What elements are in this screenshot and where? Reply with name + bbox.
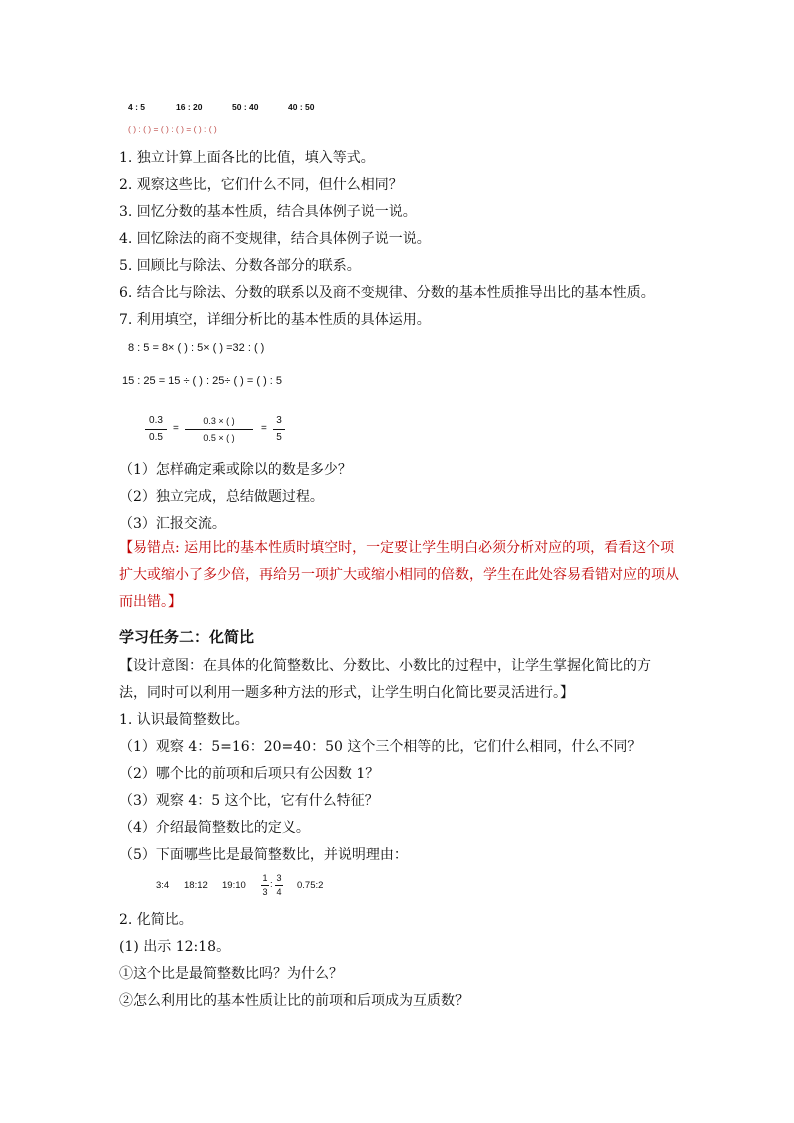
example-ratio-19-10: 19:10 — [222, 880, 246, 891]
subitem-3: （3）观察 4：5 这个比，它有什么特征？ — [119, 793, 379, 809]
fraction-bar — [185, 429, 253, 430]
example-fraction-one-third — [261, 873, 269, 898]
subitem-1: （1）观察 4：5=16：20=40：50 这个三个相等的比，它们什么相同，什么不同？ — [119, 739, 642, 755]
step-4: 4. 回忆除法的商不变规律，结合具体例子说一说。 — [119, 231, 431, 247]
equals-sign-2: = — [261, 423, 267, 434]
fraction-middle-denominator: 0.5 × ( ) — [203, 433, 235, 443]
error-note-line-1: 【易错点: 运用比的基本性质时填空时，一定要让学生明白必须分析对应的项，看看这个项 — [119, 540, 675, 556]
ratio-blanks-equation: ( ) : ( ) = ( ) : ( ) = ( ) : ( ) — [128, 124, 217, 134]
fraction-middle — [185, 414, 253, 445]
fraction-bar — [275, 885, 283, 886]
ratio-50-40: 50 : 40 — [232, 102, 259, 112]
step-2: 2. 观察这些比，它们什么不同，但什么相同？ — [119, 177, 403, 193]
fraction-bar — [261, 885, 269, 886]
example-ratio-3-4: 3:4 — [156, 880, 170, 891]
example-fraction-three-fourths — [275, 873, 283, 898]
step-5: 5. 回顾比与除法、分数各部分的联系。 — [119, 258, 361, 274]
step-3: 3. 回忆分数的基本性质，结合具体例子说一说。 — [119, 204, 417, 220]
circled-question-2: ②怎么利用比的基本性质让比的前项和后项成为互质数？ — [119, 993, 469, 1009]
fraction-numerator: 3 — [276, 873, 282, 883]
circled-question-1: ①这个比是最简整数比吗？为什么？ — [119, 966, 343, 982]
subitem-4: （4）介绍最简整数比的定义。 — [119, 820, 310, 836]
question-3: （3）汇报交流。 — [119, 516, 226, 532]
task2-item-2-1: (1) 出示 12:18。 — [119, 939, 231, 955]
formula-fill-multiply: 8 : 5 = 8× ( ) : 5× ( ) =32 : ( ) — [128, 342, 265, 354]
ratio-16-20: 16 : 20 — [176, 102, 203, 112]
fraction-left-numerator: 0.3 — [149, 415, 163, 426]
error-note-line-3: 而出错。】 — [119, 594, 182, 610]
task2-item-2: 2. 化简比。 — [119, 912, 193, 928]
fraction-right — [273, 414, 285, 445]
task2-heading: 学习任务二：化简比 — [119, 628, 255, 646]
task2-item-1: 1. 认识最简整数比。 — [119, 712, 249, 728]
subitem-2: （2）哪个比的前项和后项只有公因数 1？ — [119, 766, 380, 782]
step-1: 1. 独立计算上面各比的比值，填入等式。 — [119, 150, 375, 166]
ratio-4-5: 4 : 5 — [128, 102, 146, 112]
fraction-denominator: 3 — [262, 887, 268, 897]
fraction-right-denominator: 5 — [276, 432, 282, 443]
formula-fill-divide: 15 : 25 = 15 ÷ ( ) : 25÷ ( ) = ( ) : 5 — [122, 375, 283, 387]
fraction-denominator: 4 — [276, 887, 282, 897]
subitem-5: （5）下面哪些比是最简整数比，并说明理由： — [119, 847, 408, 863]
question-1: （1）怎样确定乘或除以的数是多少？ — [119, 462, 352, 478]
example-ratio-0-75-2: 0.75:2 — [297, 880, 324, 891]
step-6: 6. 结合比与除法、分数的联系以及商不变规律、分数的基本性质推导出比的基本性质。 — [119, 285, 655, 301]
question-2: （2）独立完成，总结做题过程。 — [119, 489, 324, 505]
error-note-line-2: 扩大或缩小了多少倍，再给另一项扩大或缩小相同的倍数，学生在此处容易看错对应的项从 — [119, 567, 679, 583]
fraction-middle-numerator: 0.3 × ( ) — [203, 416, 235, 426]
fraction-left-denominator: 0.5 — [149, 432, 163, 443]
design-intent-line-1: 【设计意图：在具体的化简整数比、分数比、小数比的过程中，让学生掌握化简比的方 — [119, 658, 651, 674]
example-colon: : — [270, 879, 273, 890]
design-intent-line-2: 法，同时可以利用一题多种方法的形式，让学生明白化简比要灵活进行。】 — [119, 685, 574, 701]
fraction-right-numerator: 3 — [276, 415, 282, 426]
ratio-40-50: 40 : 50 — [288, 102, 315, 112]
example-ratio-18-12: 18:12 — [184, 880, 208, 891]
equals-sign-1: = — [173, 423, 179, 434]
fraction-left — [145, 414, 167, 445]
fraction-bar — [145, 429, 167, 430]
fraction-numerator: 1 — [262, 873, 268, 883]
step-7: 7. 利用填空，详细分析比的基本性质的具体运用。 — [119, 312, 431, 328]
fraction-bar — [273, 429, 285, 430]
